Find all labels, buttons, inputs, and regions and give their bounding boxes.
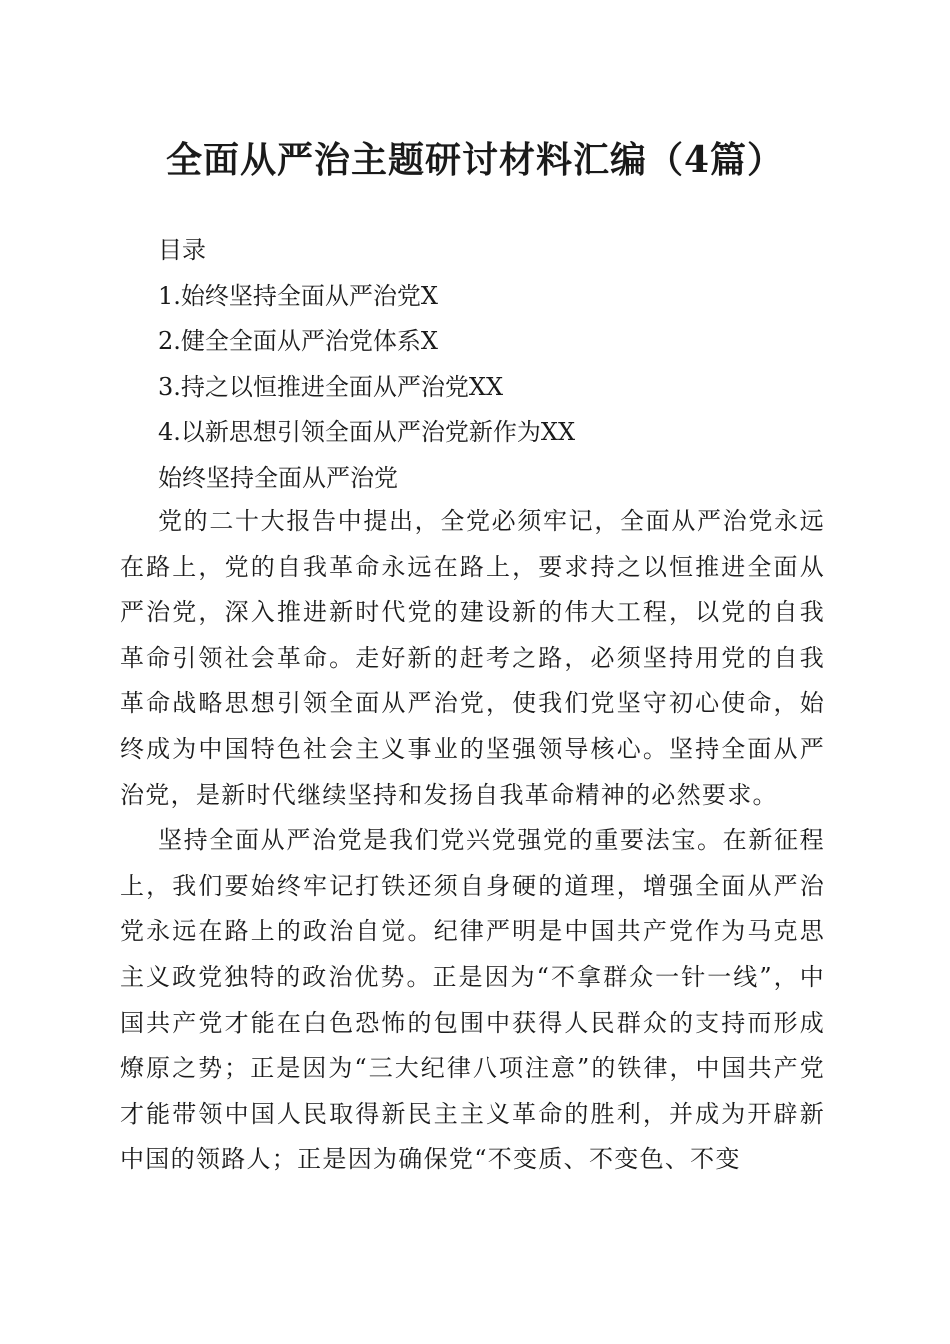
paragraph: 党的二十大报告中提出，全党必须牢记，全面从严治党永远在路上，党的自我革命永远在路上，要求持之以恒推进全面从严治党，深入推进新时代党的建设新的伟大工程，以党的自我革命引领社会革命。走好新的赶考之路，必须坚持用党的自我革命战略思想引领全面从严治党，使我们党坚守初心使命，始终成为中国特色社会主义事业的坚强领导核心。坚持全面从严治党，是新时代继续坚持和发扬自我革命精神的必然要求。	[120, 507, 825, 809]
document-title: 全面从严治主题研讨材料汇编（4篇）	[165, 139, 785, 181]
toc-item: 1.始终坚持全面从严治党X	[158, 281, 438, 310]
paragraph: 坚持全面从严治党是我们党兴党强党的重要法宝。在新征程上，我们要始终牢记打铁还须自身硬的道理，增强全面从严治党永远在路上的政治自觉。纪律严明是中国共产党作为马克思主义政党独特的政治优势。正是因为“不拿群众一针一线”，中国共产党才能在白色恐怖的包围中获得人民群众的支持而形成燎原之势；正是因为“三大纪律八项注意”的铁律，中国共产党才能带领中国人民取得新民主主义革命的胜利，并成为开辟新中国的领路人；正是因为确保党“不变质、不变色、不变	[120, 826, 825, 1174]
toc-heading: 目录	[158, 236, 206, 264]
table-of-contents	[158, 228, 858, 501]
body-text	[120, 499, 825, 1183]
toc-item: 2.健全全面从严治党体系X	[158, 327, 438, 355]
toc-item: 4.以新思想引领全面从严治党新作为XX	[158, 418, 576, 446]
toc-item: 3.持之以恒推进全面从严治党XX	[158, 372, 504, 401]
section-title: 始终坚持全面从严治党	[158, 463, 398, 492]
